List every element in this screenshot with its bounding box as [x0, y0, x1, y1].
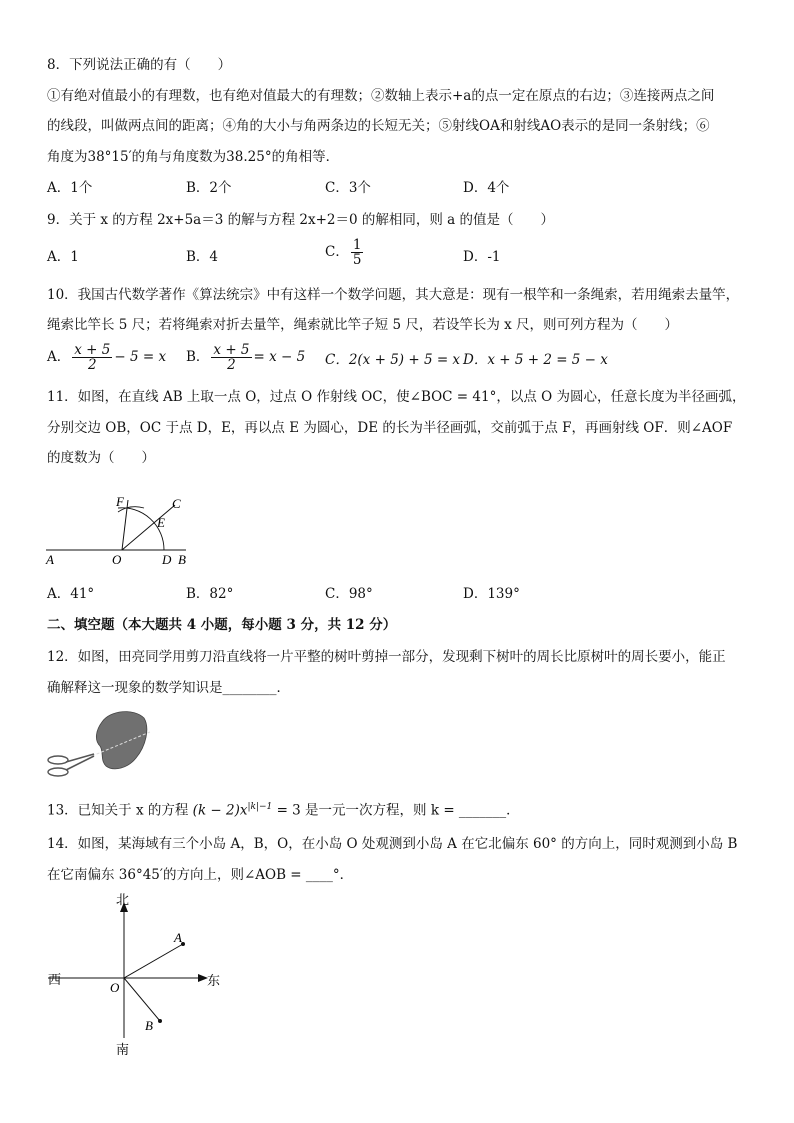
label-east: 东 — [207, 973, 221, 988]
label-west: 西 — [48, 972, 62, 987]
label-south: 南 — [116, 1042, 130, 1057]
label-a: A — [46, 552, 54, 567]
q9-option-a: A．1 — [47, 249, 79, 265]
section-2-title: 二、填空题（本大题共 4 小题，每小题 3 分，共 12 分） — [47, 617, 397, 633]
q8-text-line-1: ①有绝对值最小的有理数，也有绝对值最大的有理数；②数轴上表示+a的点一定在原点的右边；③连接两点之间 — [47, 88, 715, 104]
q9-option-c-fraction: $\frac{1}{5}$ — [352, 237, 362, 268]
q11-option-a: A．41° — [47, 586, 95, 602]
q12-leaf-scissors-figure — [44, 706, 156, 782]
q13-text: 13．已知关于 x 的方程 $(k - 2)x^{|k|-1} = 3$ 是一元一次方程，则 k = _______． — [47, 802, 520, 819]
ray-oc — [122, 505, 175, 550]
q8-option-c: C．3个 — [325, 180, 371, 196]
label-e: E — [157, 515, 165, 530]
q14-text-line-2: 在它南偏东 36°45′的方向上，则∠AOB = ____°． — [47, 867, 354, 883]
scissors-icon — [48, 754, 94, 776]
q9-option-c: C． $\frac{1}{5}$ — [325, 237, 362, 268]
q10-option-a: A． $\frac{x + 5}{2}$ − 5 = x — [47, 342, 167, 373]
q14-compass-figure — [44, 888, 234, 1060]
q8-text-line-2: 的线段，叫做两点间的距离；④角的大小与角两条边的长短无关；⑤射线OA和射线AO表示的是同一条射线；⑥ — [47, 118, 710, 134]
q11-text-line-2: 分别交边 OB，OC 于点 D，E，再以点 E 为圆心，DE 的长为半径画弧，交前弧于点 F，再画射线 OF．则∠AOF — [47, 420, 733, 436]
q8-option-b: B．2个 — [186, 180, 232, 196]
q10-option-b: B． $\frac{x + 5}{2}$ = x − 5 — [186, 342, 306, 373]
leaf-shape — [96, 712, 146, 769]
label-o: O — [112, 552, 122, 567]
q9-stem: 9．关于 x 的方程 2x+5a＝3 的解与方程 2x+2＝0 的解相同，则 a 的值是（ ） — [47, 212, 555, 228]
q11-text-line-1: 11．如图，在直线 AB 上取一点 O，过点 O 作射线 OC，使∠BOC = 41°，以点 O 为圆心，任意长度为半径画弧， — [47, 389, 746, 405]
q8-option-d: D．4个 — [463, 180, 510, 196]
label-c: C — [172, 496, 181, 511]
label-o: O — [110, 980, 120, 995]
q14-text-line-1: 14．如图，某海域有三个小岛 A，B，O，在小岛 O 处观测到小岛 A 在它北偏东 60° 的方向上，同时观测到小岛 B — [47, 836, 738, 852]
q9-option-d: D．-1 — [463, 249, 501, 265]
q8-option-a: A．1个 — [47, 180, 93, 196]
label-b: B — [178, 552, 186, 567]
q9-option-b: B．4 — [186, 249, 219, 265]
q11-angle-figure — [40, 488, 210, 572]
label-b: B — [145, 1018, 153, 1033]
q10-option-d: D．x + 5 + 2 = 5 − x — [463, 352, 608, 368]
ray-oa — [124, 944, 183, 978]
q11-option-c: C．98° — [325, 586, 373, 602]
q11-text-line-3: 的度数为（ ） — [47, 450, 155, 466]
label-north: 北 — [116, 892, 130, 907]
label-f: F — [116, 494, 124, 509]
q11-option-b: B．82° — [186, 586, 234, 602]
q8-text-line-3: 角度为38°15′的角与角度数为38.25°的角相等． — [47, 149, 340, 165]
q10-text-line-2: 绳索比竿长 5 尺；若将绳索对折去量竿，绳索就比竿子短 5 尺，若设竿长为 x 尺，则可列方程为（ ） — [47, 317, 679, 333]
q8-stem: 8．下列说法正确的有（ ） — [47, 57, 232, 73]
q12-text-line-2: 确解释这一现象的数学知识是________． — [47, 680, 290, 696]
ray-ob — [124, 978, 160, 1021]
label-a: A — [174, 930, 182, 945]
q10-text-line-1: 10．我国古代数学著作《算法统宗》中有这样一个数学问题，其大意是：现有一根竿和一条绳索，若用绳索去量竿， — [47, 287, 740, 303]
q10-option-c: C．2(x + 5) + 5 = x — [325, 352, 461, 368]
q12-text-line-1: 12．如图，田亮同学用剪刀沿直线将一片平整的树叶剪掉一部分，发现剩下树叶的周长比原树叶的周长要小，能正 — [47, 649, 726, 665]
q11-option-d: D．139° — [463, 586, 520, 602]
label-d: D — [162, 552, 172, 567]
